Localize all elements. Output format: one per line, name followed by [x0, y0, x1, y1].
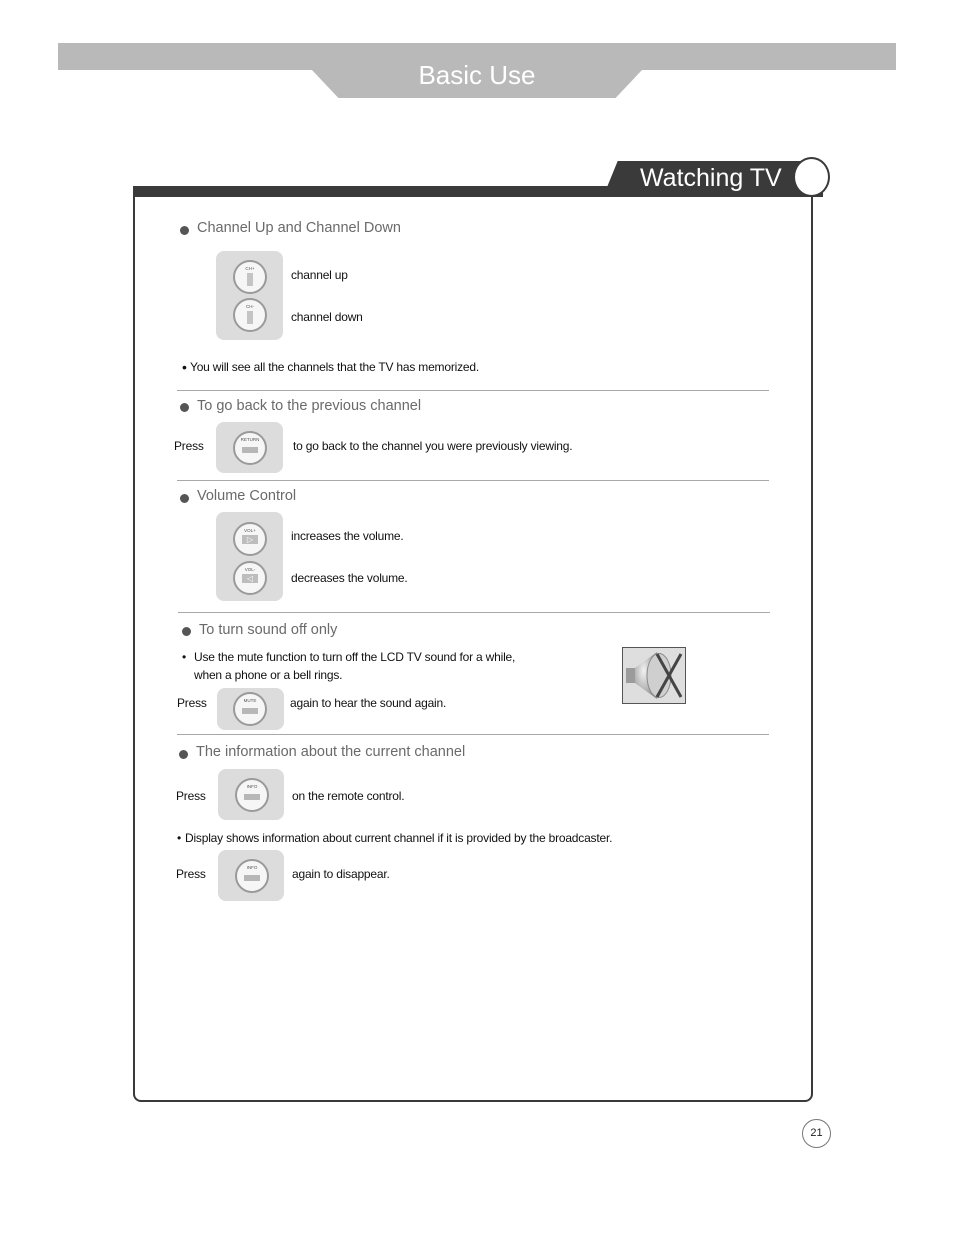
arrow-right-icon: ▷ — [242, 535, 258, 544]
bullet-icon — [180, 403, 189, 412]
channel-down-text: channel down — [291, 310, 363, 324]
bullet-icon — [179, 750, 188, 759]
info-button-label: INFO — [246, 784, 258, 789]
info-press-label-1: Press — [176, 789, 206, 803]
info-button-icon — [235, 778, 269, 812]
mute-button-label: MUTE — [243, 698, 257, 703]
info-press-label-2: Press — [176, 867, 206, 881]
volume-up-text: increases the volume. — [291, 529, 404, 543]
volume-heading: Volume Control — [197, 488, 297, 504]
mute-button-icon — [233, 692, 267, 726]
channel-down-button-label: CH- — [246, 304, 254, 309]
info-text-2: again to disappear. — [292, 867, 390, 881]
return-button-label: RETURN — [240, 437, 260, 442]
divider — [177, 480, 769, 481]
key-icon — [244, 794, 260, 800]
divider — [178, 612, 770, 613]
previous-press-label: Press — [174, 439, 204, 453]
section-circle-decoration — [793, 157, 830, 197]
note-bullet: • — [182, 359, 187, 375]
bullet-icon — [180, 494, 189, 503]
volume-up-button-label: VOL+ — [244, 528, 256, 533]
key-icon — [242, 708, 258, 714]
key-icon — [242, 447, 258, 453]
info-note: Display shows information about current channel if it is provided by the broadcaster. — [185, 831, 613, 845]
channel-note: You will see all the channels that the TV has memorized. — [190, 360, 479, 374]
previous-heading: To go back to the previous channel — [197, 398, 422, 414]
volume-down-button-label: VOL- — [244, 567, 256, 572]
speaker-muted-icon — [623, 648, 685, 703]
page-number: 21 — [802, 1119, 831, 1148]
channel-down-button-icon — [233, 298, 267, 332]
arrow-down-icon — [247, 311, 253, 324]
mute-line-1: Use the mute function to turn off the LCD TV sound for a while, — [194, 650, 516, 664]
divider — [177, 390, 769, 391]
volume-down-text: decreases the volume. — [291, 571, 408, 585]
section-title: Watching TV — [640, 164, 782, 192]
return-button-icon — [233, 431, 267, 465]
note-bullet: • — [177, 831, 182, 845]
info-button-label: INFO — [246, 865, 258, 870]
key-icon — [244, 875, 260, 881]
mute-press-label: Press — [177, 696, 207, 710]
mute-text: again to hear the sound again. — [290, 696, 447, 710]
info-text-1: on the remote control. — [292, 789, 405, 803]
info-button-icon — [235, 859, 269, 893]
channel-up-text: channel up — [291, 268, 348, 282]
channel-up-button-label: CH+ — [245, 266, 255, 271]
volume-down-button-icon — [233, 561, 267, 595]
channel-up-button-icon — [233, 260, 267, 294]
mute-bullet: • — [182, 650, 187, 664]
arrow-left-icon: ◁ — [242, 574, 258, 583]
bullet-icon — [182, 627, 191, 636]
channel-heading: Channel Up and Channel Down — [197, 220, 401, 236]
bullet-icon — [180, 226, 189, 235]
arrow-up-icon — [247, 273, 253, 286]
previous-text: to go back to the channel you were previously viewing. — [293, 439, 573, 453]
mute-heading: To turn sound off only — [199, 622, 338, 638]
page-title: Basic Use — [418, 60, 536, 90]
divider — [177, 734, 769, 735]
mute-speaker-icon — [622, 647, 686, 704]
info-heading: The information about the current channel — [196, 744, 466, 760]
volume-up-button-icon — [233, 522, 267, 556]
mute-line-2: when a phone or a bell rings. — [194, 668, 343, 682]
